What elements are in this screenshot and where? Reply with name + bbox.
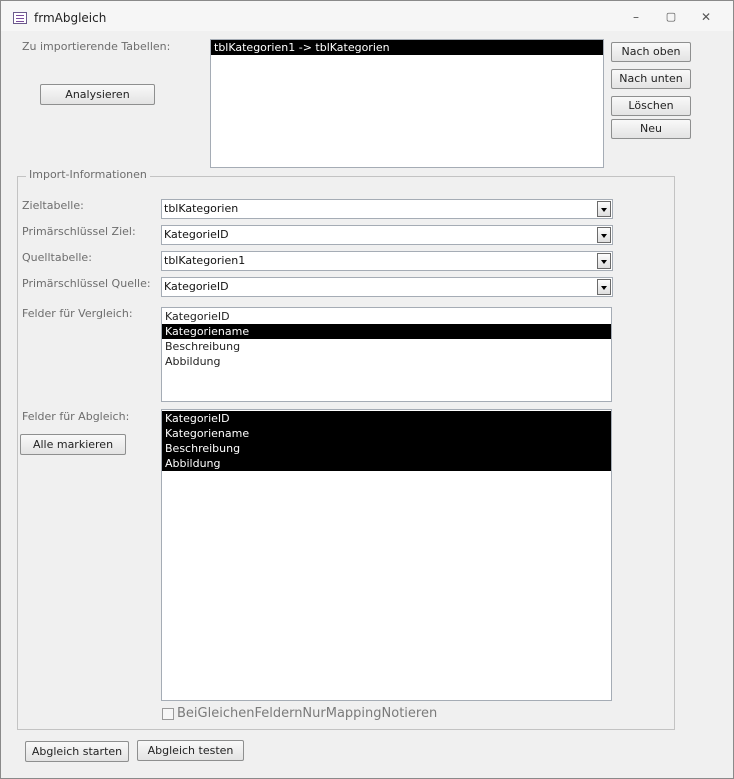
source-pk-label: Primärschlüssel Quelle: xyxy=(22,277,151,290)
target-table-combo[interactable] xyxy=(161,199,613,219)
list-item[interactable]: Beschreibung xyxy=(162,441,611,456)
compare-fields-label: Felder für Vergleich: xyxy=(22,307,133,320)
delete-button[interactable]: Löschen xyxy=(611,96,691,116)
window-title: frmAbgleich xyxy=(34,11,107,25)
new-button[interactable]: Neu xyxy=(611,119,691,139)
target-table-label: Zieltabelle: xyxy=(22,199,84,212)
chevron-down-icon[interactable] xyxy=(597,201,611,217)
list-item[interactable]: KategorieID xyxy=(165,310,230,323)
move-up-button[interactable]: Nach oben xyxy=(611,42,691,62)
source-pk-combo[interactable] xyxy=(161,277,613,297)
form-body xyxy=(6,31,728,771)
tables-label: Zu importierende Tabellen: xyxy=(22,40,171,53)
move-down-button[interactable]: Nach unten xyxy=(611,69,691,89)
chevron-down-icon[interactable] xyxy=(597,227,611,243)
chevron-down-icon[interactable] xyxy=(597,253,611,269)
list-item[interactable]: Kategoriename xyxy=(162,324,611,339)
source-pk-value: KategorieID xyxy=(164,280,229,293)
target-pk-combo[interactable] xyxy=(161,225,613,245)
mapping-checkbox[interactable] xyxy=(162,708,174,720)
target-table-value: tblKategorien xyxy=(164,202,239,215)
list-item[interactable]: tblKategorien1 -> tblKategorien xyxy=(211,40,603,55)
sync-fields-listbox[interactable] xyxy=(161,409,612,701)
list-item[interactable]: Beschreibung xyxy=(165,340,241,353)
chevron-down-icon[interactable] xyxy=(597,279,611,295)
target-pk-value: KategorieID xyxy=(164,228,229,241)
source-table-combo[interactable] xyxy=(161,251,613,271)
list-item[interactable]: Kategoriename xyxy=(162,426,611,441)
minimize-icon[interactable]: – xyxy=(633,10,639,24)
test-sync-button[interactable]: Abgleich testen xyxy=(137,740,244,761)
title-bar xyxy=(1,1,733,31)
target-pk-label: Primärschlüssel Ziel: xyxy=(22,225,136,238)
form-icon xyxy=(13,12,27,24)
close-icon[interactable]: ✕ xyxy=(700,10,712,24)
maximize-icon[interactable]: ▢ xyxy=(665,10,677,23)
source-table-label: Quelltabelle: xyxy=(22,251,92,264)
import-info-caption: Import-Informationen xyxy=(26,168,150,181)
tables-listbox[interactable] xyxy=(210,39,604,168)
mapping-checkbox-label: BeiGleichenFeldernNurMappingNotieren xyxy=(177,706,438,721)
start-sync-button[interactable]: Abgleich starten xyxy=(25,741,129,762)
analyze-button[interactable]: Analysieren xyxy=(40,84,155,105)
list-item[interactable]: Abbildung xyxy=(165,355,221,368)
source-table-value: tblKategorien1 xyxy=(164,254,246,267)
list-item[interactable]: Abbildung xyxy=(162,456,611,471)
sync-fields-label: Felder für Abgleich: xyxy=(22,410,130,423)
compare-fields-listbox[interactable] xyxy=(161,307,612,402)
select-all-button[interactable]: Alle markieren xyxy=(20,434,126,455)
list-item[interactable]: KategorieID xyxy=(162,411,611,426)
